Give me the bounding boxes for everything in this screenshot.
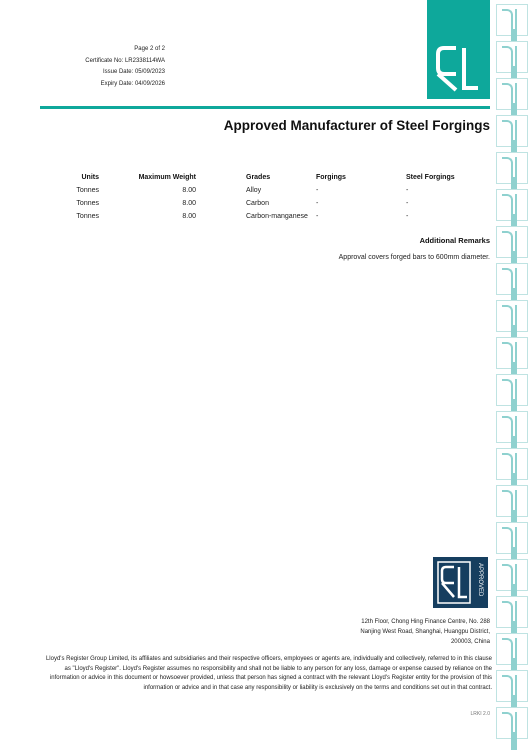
cell-spacer (196, 184, 246, 197)
address-line-3: 200003, China (450, 639, 490, 645)
expiry-date: Expiry Date: 04/09/2026 (100, 80, 165, 87)
office-address (340, 617, 490, 647)
forgings-table (40, 170, 490, 223)
footer-code: LRKI 2.0 (470, 711, 490, 717)
column-header-steel-forgings: Steel Forgings (406, 173, 455, 181)
lr-pattern-tile (496, 411, 528, 443)
lr-pattern-tile (496, 78, 528, 110)
lr-approved-mark (433, 557, 488, 608)
lr-pattern-tile (496, 189, 528, 221)
table-row (40, 210, 490, 223)
lr-pattern-tile (496, 596, 528, 628)
address-line-2: Nanjing West Road, Shanghai, Huangpu District, (360, 629, 490, 635)
lr-pattern-tile (496, 263, 528, 295)
cell-forgings: - (316, 187, 319, 194)
lr-approved-logo-icon (433, 557, 488, 608)
cell-forgings: - (316, 200, 319, 207)
table-row (40, 197, 490, 210)
column-header-forgings: Forgings (316, 173, 346, 181)
column-spacer (196, 170, 246, 184)
column-header-maximum-weight: Maximum Weight (138, 173, 196, 181)
page-number: Page 2 of 2 (134, 46, 165, 52)
legal-disclaimer: Lloyd's Register Group Limited, its affiliates and subsidiaries and their respective officers, employees or agents are, individually and collectively, referred to in this clause as "Lloyd's Register". Lloyd's Register assumes no responsibility and shall not be liable to any person for any loss, damage or expense caused by reliance on the information or advice in this document or howsoever provided, unless that person has signed a contract with the relevant Lloyd's Register entity for the provision of this information or advice and in that case any responsibility or liability is exclusively on the terms and conditions set out in that contract. (45, 656, 492, 691)
cell-grade: Carbon (246, 200, 269, 207)
lr-pattern-tile (496, 448, 528, 480)
header-divider (40, 106, 490, 109)
cell-maximum-weight: 8.00 (182, 200, 196, 207)
cell-grade: Carbon-manganese (246, 213, 308, 220)
column-header-units: Units (81, 173, 99, 181)
table-row (40, 184, 490, 197)
remarks-text: Approval covers forged bars to 600mm diameter. (338, 254, 490, 261)
certificate-number: Certificate No: LR2338114WA (85, 57, 165, 64)
cell-units: Tonnes (76, 200, 99, 207)
remarks-heading: Additional Remarks (419, 236, 490, 245)
cell-grade: Alloy (246, 187, 262, 194)
certificate-meta (40, 44, 165, 90)
lr-logo-block (427, 0, 490, 99)
cell-maximum-weight: 8.00 (182, 187, 196, 194)
cell-units: Tonnes (76, 187, 99, 194)
address-line-1: 12th Floor, Chong Hing Finance Centre, No. 288 (361, 619, 490, 625)
page-title: Approved Manufacturer of Steel Forgings (223, 118, 490, 133)
lr-pattern-tile (496, 337, 528, 369)
lr-pattern-tile (496, 300, 528, 332)
cell-spacer (196, 210, 246, 223)
approved-label: APPROVED (477, 563, 483, 597)
cell-units: Tonnes (76, 213, 99, 220)
lr-pattern-tile (496, 485, 528, 517)
issue-date: Issue Date: 05/09/2023 (102, 69, 165, 75)
lr-pattern-tile (496, 374, 528, 406)
lr-pattern-tile (496, 559, 528, 591)
lr-pattern-tile (496, 4, 528, 36)
lr-pattern-tile (496, 670, 528, 702)
lr-pattern-tile (496, 226, 528, 258)
cell-steel-forgings: - (406, 213, 409, 220)
decorative-lr-pattern-strip (492, 0, 532, 750)
cell-forgings: - (316, 213, 319, 220)
lr-pattern-tile (496, 115, 528, 147)
lr-pattern-tile (496, 41, 528, 73)
cell-steel-forgings: - (406, 200, 409, 207)
column-header-grades: Grades (246, 173, 271, 181)
lr-logo-icon (436, 46, 480, 92)
lr-pattern-tile (496, 707, 528, 739)
cell-steel-forgings: - (406, 187, 409, 194)
lr-pattern-tile (496, 522, 528, 554)
lr-pattern-tile (496, 152, 528, 184)
lr-pattern-tile (496, 633, 528, 665)
cell-maximum-weight: 8.00 (182, 213, 196, 220)
cell-spacer (196, 197, 246, 210)
table-header-row (40, 170, 490, 184)
